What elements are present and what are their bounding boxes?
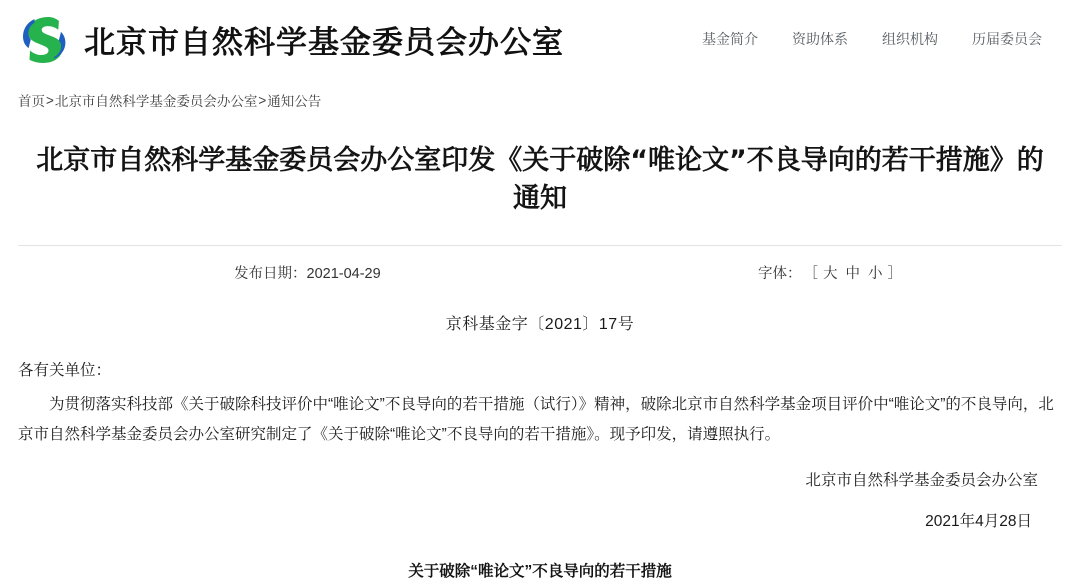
body-paragraph-1: 为贯彻落实科技部《关于破除科技评价中“唯论文”不良导向的若干措施（试行）》精神，破除北京市自然科学基金项目评价中“唯论文”的不良导向，北京市自然科学基金委员会办公室研究制定了《关于破除“唯论文”不良导向的若干措施》。现予印发，请遵照执行。 <box>18 395 1054 444</box>
site-title: 北京市自然科学基金委员会办公室 <box>84 24 564 61</box>
breadcrumb-separator: > <box>46 92 54 108</box>
breadcrumb-item-home[interactable]: 首页 <box>18 94 45 109</box>
breadcrumb-separator: > <box>258 92 267 108</box>
document-number: 京科基金字〔2021〕17号 <box>445 315 635 333</box>
foundation-logo-icon <box>18 13 70 65</box>
article-meta <box>18 246 1062 297</box>
section-title: 关于破除“唯论文”不良导向的若干措施 <box>408 562 672 580</box>
nav-item-zizhutixi[interactable]: 资助体系 <box>792 31 848 47</box>
page-title: 北京市自然科学基金委员会办公室印发《关于破除“唯论文”不良导向的若干措施》的通知 <box>36 145 1044 215</box>
nav-item-lijieweiyuanhui[interactable]: 历届委员会 <box>972 31 1042 47</box>
font-size-label: 字体： <box>758 265 802 282</box>
font-size-bracket-close: ］ <box>887 265 902 282</box>
font-size-control <box>758 262 902 283</box>
publish-date-block <box>234 262 381 283</box>
signature-organization: 北京市自然科学基金委员会办公室 <box>805 472 1038 490</box>
publish-date-label: 发布日期： <box>234 265 307 282</box>
font-size-large-button[interactable]: 大 <box>823 265 838 282</box>
main-nav <box>702 29 1056 49</box>
salutation: 各有关单位： <box>18 361 112 379</box>
publish-date-value: 2021-04-29 <box>306 265 381 282</box>
font-size-small-button[interactable]: 小 <box>868 265 883 282</box>
breadcrumb <box>0 76 1080 120</box>
breadcrumb-item-office[interactable]: 北京市自然科学基金委员会办公室 <box>54 94 258 109</box>
font-size-medium-button[interactable]: 中 <box>845 265 860 282</box>
nav-item-zuzhijigou[interactable]: 组织机构 <box>882 31 938 47</box>
nav-item-jijinjianjie[interactable]: 基金简介 <box>702 31 758 47</box>
article <box>0 142 1080 581</box>
signature-date: 2021年4月28日 <box>925 512 1032 530</box>
brand[interactable] <box>18 13 564 65</box>
breadcrumb-item-notice[interactable]: 通知公告 <box>267 94 322 109</box>
site-header <box>0 0 1080 76</box>
font-size-bracket-open: ［ <box>803 265 818 282</box>
